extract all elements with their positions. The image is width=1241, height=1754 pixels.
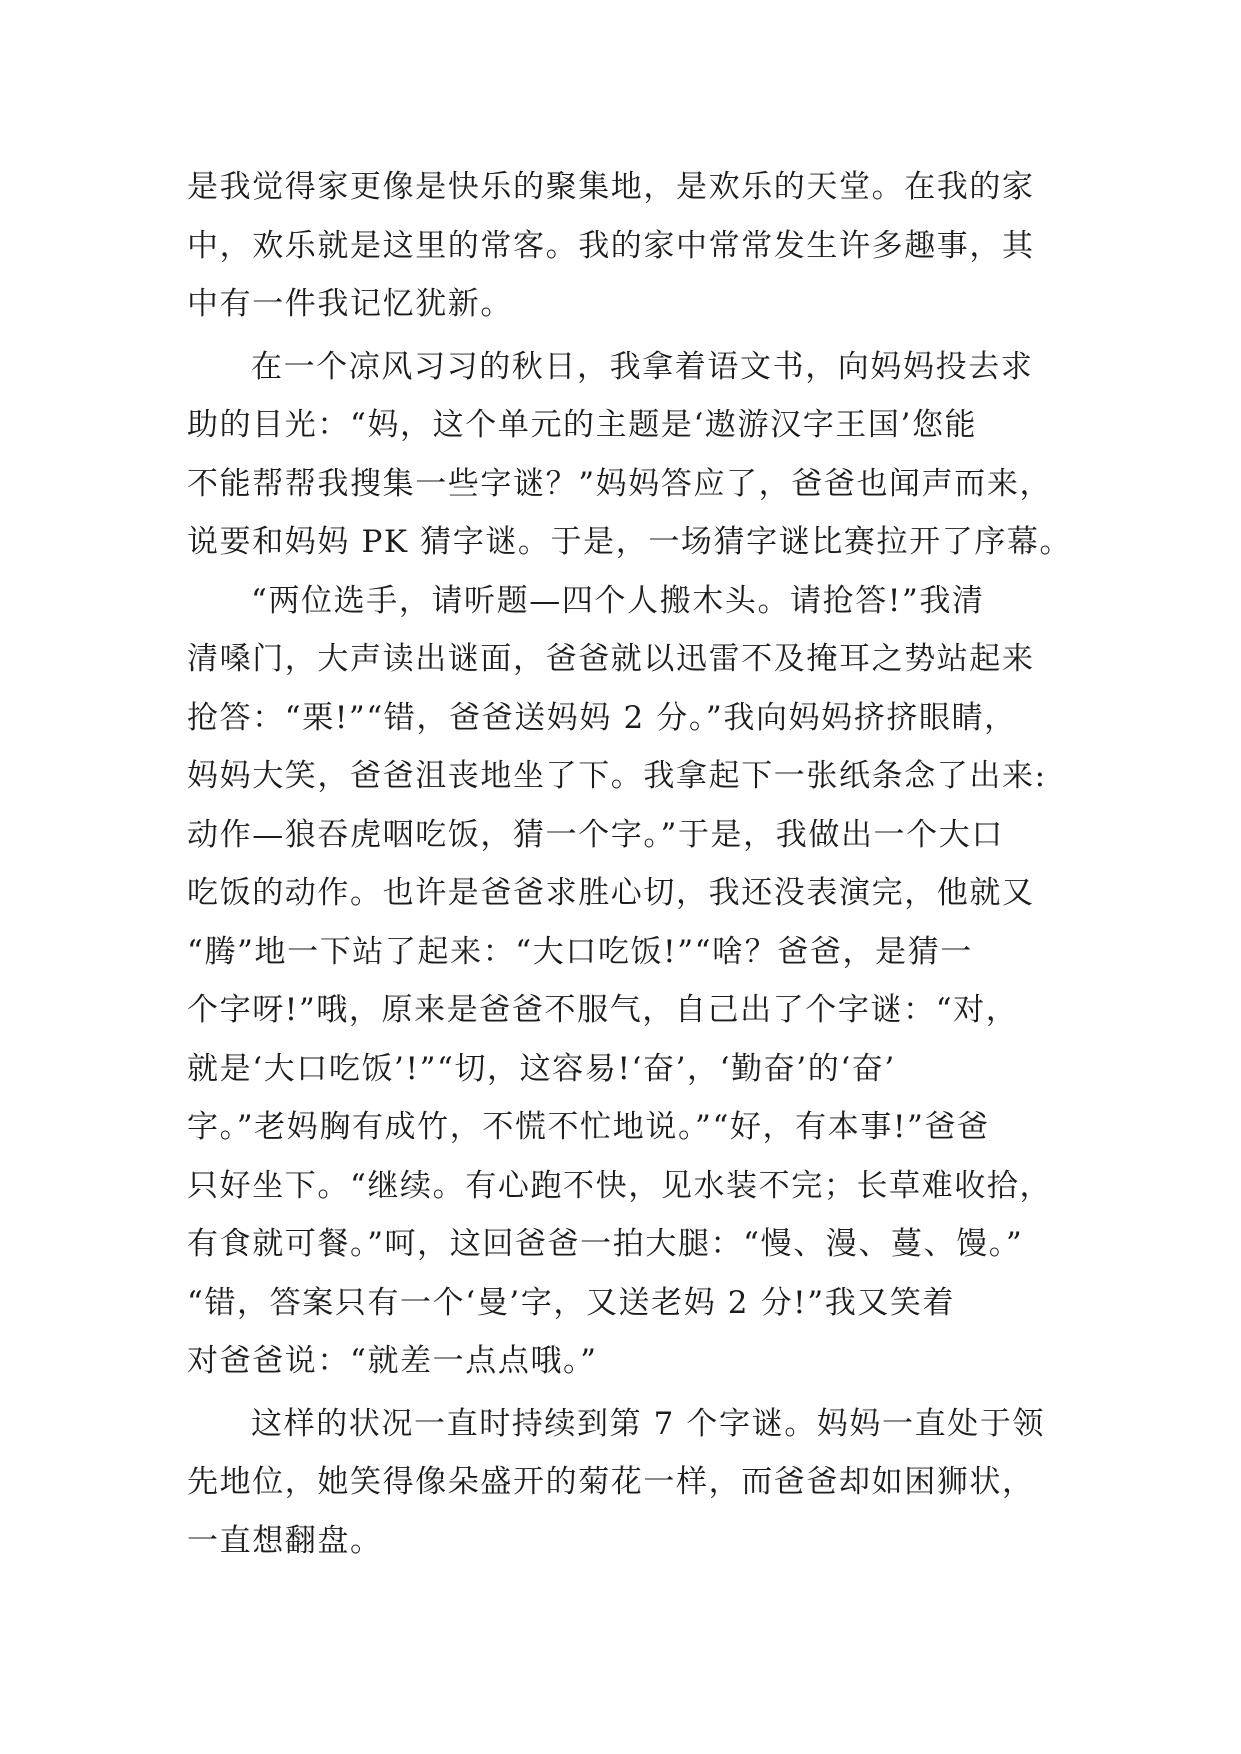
text-line: 动作—狼吞虎咽吃饭，猜一个字。”于是，我做出一个大口 bbox=[187, 816, 1004, 853]
text-line: 只好坐下。“继续。有心跑不快，见水装不完；长草难收拾， bbox=[187, 1167, 1053, 1204]
text-line: 字。”老妈胸有成竹，不慌不忙地说。”“好，有本事!”爸爸 bbox=[187, 1109, 990, 1145]
text-line: 不能帮帮我搜集一些字谜？”妈妈答应了，爸爸也闻声而来， bbox=[187, 465, 1053, 502]
text-line: “两位选手，请听题—四个人搬木头。请抢答!”我清 bbox=[251, 582, 985, 619]
text-line: 就是‘大口吃饭’!”“切，这容易!‘奋’，‘勤奋’的‘奋’ bbox=[187, 1050, 896, 1087]
text-line: 中，欢乐就是这里的常客。我的家中常常发生许多趣事，其 bbox=[187, 227, 1035, 264]
text-line: 对爸爸说：“就差一点点哦。” bbox=[187, 1343, 598, 1379]
text-line: 中有一件我记忆犹新。 bbox=[187, 286, 513, 322]
text-line: 吃饭的动作。也许是爸爸求胜心切，我还没表演完，他就又 bbox=[187, 875, 1035, 911]
text-line: 有食就可餐。”呵，这回爸爸一拍大腿：“慢、漫、蔓、馒。” bbox=[187, 1226, 1024, 1262]
text-line: 在一个凉风习习的秋日，我拿着语文书，向妈妈投去求 bbox=[251, 348, 1034, 385]
text-line: 抢答：“栗!”“错，爸爸送妈妈 2 分。”我向妈妈挤挤眼睛， bbox=[187, 699, 1017, 736]
paragraph-2 bbox=[187, 338, 1077, 572]
text-line: 妈妈大笑，爸爸沮丧地坐了下。我拿起下一张纸条念了出来: bbox=[187, 758, 1047, 794]
paragraph-4 bbox=[187, 1395, 1077, 1571]
text-line: 个字呀!”哦，原来是爸爸不服气，自己出了个字谜：“对， bbox=[187, 992, 1019, 1028]
text-line: “错，答案只有一个‘曼’字，又送老妈 2 分!”我又笑着 bbox=[187, 1284, 956, 1321]
text-line: 清嗓门，大声读出谜面，爸爸就以迅雷不及掩耳之势站起来 bbox=[187, 641, 1035, 677]
text-line: 助的目光：“妈，这个单元的主题是‘遨游汉字王国’您能 bbox=[187, 407, 978, 443]
text-line: 一直想翻盘。 bbox=[187, 1522, 383, 1559]
text-line: 先地位，她笑得像朵盛开的菊花一样，而爸爸却如困狮状， bbox=[187, 1464, 1035, 1500]
paragraph-3 bbox=[187, 572, 1077, 1391]
text-line: 是我觉得家更像是快乐的聚集地，是欢乐的天堂。在我的家 bbox=[187, 169, 1035, 205]
text-line: 这样的状况一直时持续到第 7 个字谜。妈妈一直处于领 bbox=[251, 1405, 1046, 1442]
text-line: “腾”地一下站了起来：“大口吃饭!”“啥？爸爸，是猜一 bbox=[187, 933, 973, 970]
text-line: 说要和妈妈 PK 猜字谜。于是，一场猜字谜比赛拉开了序幕。 bbox=[187, 524, 1073, 560]
essay-body bbox=[187, 158, 1077, 1570]
paragraph-1 bbox=[187, 158, 1077, 334]
